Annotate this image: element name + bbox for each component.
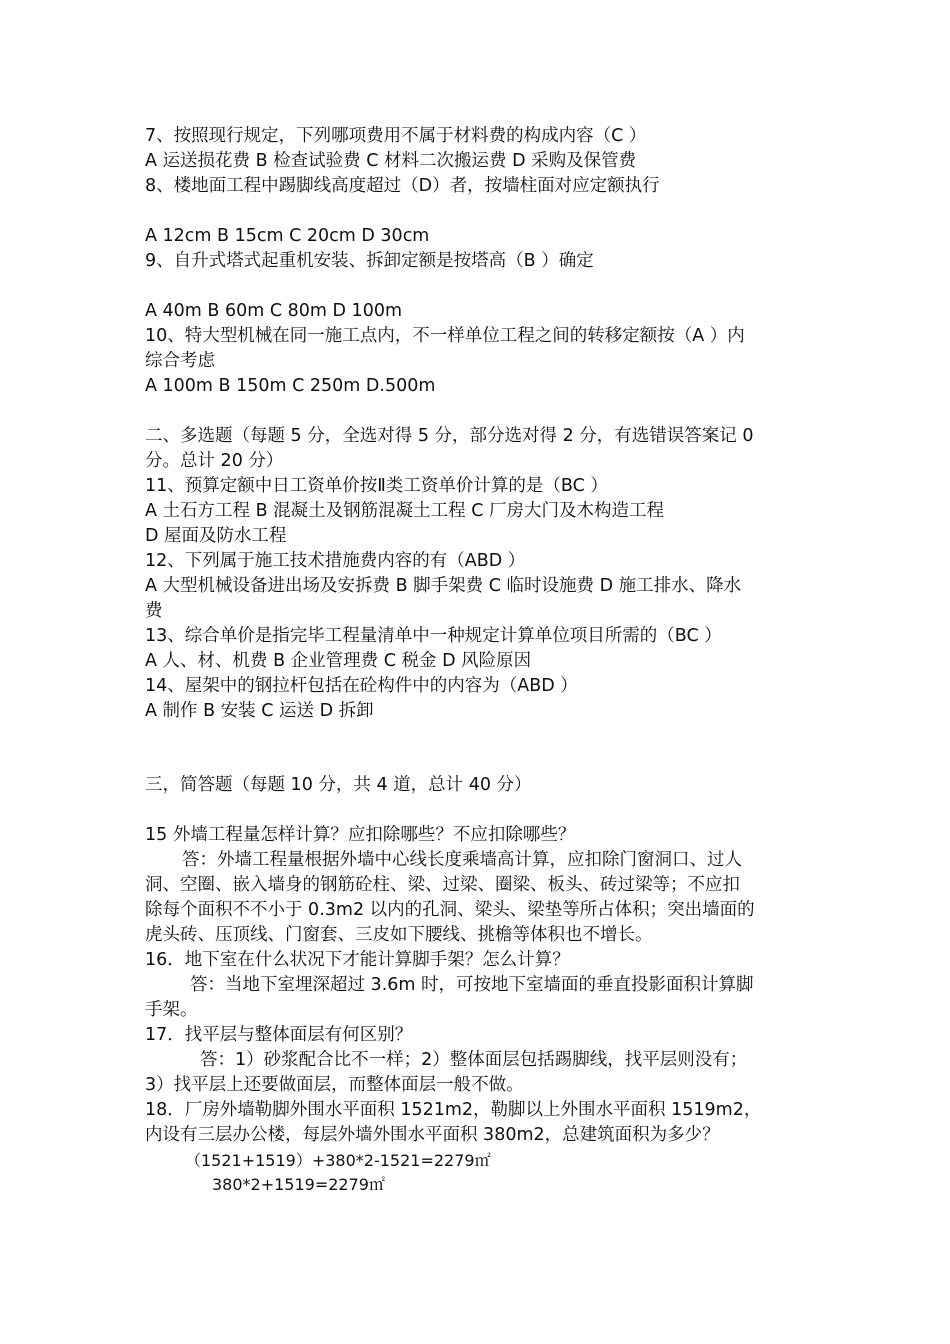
answer-15-cont-2: 除每个面积不不小于 0.3m2 以内的孔洞、梁头、梁垫等所占体积；突出墙面的 — [145, 900, 755, 920]
question-11: 11、预算定额中日工资单价按Ⅱ类工资单价计算的是（BC ） — [145, 476, 608, 496]
answer-17: 答：1）砂浆配合比不一样；2）整体面层包括踢脚线，找平层则没有； — [200, 1050, 748, 1070]
question-11-options-cont: D 屋面及防水工程 — [145, 526, 287, 546]
question-8-options: A 12cm B 15cm C 20cm D 30cm — [145, 226, 430, 246]
answer-18-calc-2: 380*2+1519=2279㎡ — [212, 1175, 385, 1194]
question-12: 12、下列属于施工技术措施费内容的有（ABD ） — [145, 551, 526, 571]
answer-16: 答：当地下室埋深超过 3.6m 时，可按地下室墙面的垂直投影面积计算脚 — [190, 975, 754, 995]
answer-16-cont: 手架。 — [145, 1000, 198, 1020]
section-2-heading: 二、多选题（每题 5 分，全选对得 5 分，部分选对得 2 分，有选错误答案记 0 — [145, 426, 754, 446]
question-8: 8、楼地面工程中踢脚线高度超过（D）者，按墙柱面对应定额执行 — [145, 176, 660, 196]
question-18-cont: 内设有三层办公楼，每层外墙外围水平面积 380m2，总建筑面积为多少？ — [145, 1125, 720, 1145]
question-10-cont: 综合考虑 — [145, 351, 215, 371]
question-15: 15 外墙工程量怎样计算？应扣除哪些？不应扣除哪些？ — [145, 825, 576, 845]
question-14: 14、屋架中的钢拉杆包括在砼构件中的内容为（ABD ） — [145, 676, 578, 696]
question-9: 9、自升式塔式起重机安装、拆卸定额是按塔高（B ）确定 — [145, 251, 594, 271]
question-13: 13、综合单价是指完毕工程量清单中一种规定计算单位项目所需的（BC ） — [145, 626, 722, 646]
question-9-options: A 40m B 60m C 80m D 100m — [145, 301, 403, 321]
question-14-options: A 制作 B 安装 C 运送 D 拆卸 — [145, 701, 374, 721]
answer-18-calc-1: （1521+1519）+380*2-1521=2279㎡ — [185, 1151, 491, 1170]
answer-15-cont-3: 虎头砖、压顶线、门窗套、三皮如下腰线、挑檐等体积也不增长。 — [145, 925, 653, 945]
section-2-heading-cont: 分。总计 20 分） — [145, 451, 284, 471]
question-16: 16．地下室在什么状况下才能计算脚手架？怎么计算？ — [145, 950, 570, 970]
question-18: 18．厂房外墙勒脚外围水平面积 1521m2，勒脚以上外围水平面积 1519m2， — [145, 1100, 762, 1120]
question-11-options: A 土石方工程 B 混凝土及钢筋混凝土工程 C 厂房大门及木构造工程 — [145, 501, 665, 521]
question-7: 7、按照现行规定，下列哪项费用不属于材料费的构成内容（C ） — [145, 126, 647, 146]
question-17: 17．找平层与整体面层有何区别？ — [145, 1025, 413, 1045]
question-10: 10、特大型机械在同一施工点内，不一样单位工程之间的转移定额按（A ）内 — [145, 326, 745, 346]
answer-17-cont: 3）找平层上还要做面层，而整体面层一般不做。 — [145, 1075, 524, 1095]
question-13-options: A 人、材、机费 B 企业管理费 C 税金 D 风险原因 — [145, 651, 532, 671]
answer-15-cont-1: 洞、空圈、嵌入墙身的钢筋砼柱、梁、过梁、圈梁、板头、砖过梁等；不应扣 — [145, 875, 740, 895]
question-7-options: A 运送损花费 B 检查试验费 C 材料二次搬运费 D 采购及保管费 — [145, 151, 637, 171]
section-3-heading: 三，简答题（每题 10 分，共 4 道，总计 40 分） — [145, 775, 532, 795]
question-12-options: A 大型机械设备进出场及安拆费 B 脚手架费 C 临时设施费 D 施工排水、降水 — [145, 576, 742, 596]
question-10-options: A 100m B 150m C 250m D.500m — [145, 376, 436, 396]
question-12-options-cont: 费 — [145, 601, 163, 621]
answer-15: 答：外墙工程量根据外墙中心线长度乘墙高计算，应扣除门窗洞口、过人 — [182, 850, 742, 870]
